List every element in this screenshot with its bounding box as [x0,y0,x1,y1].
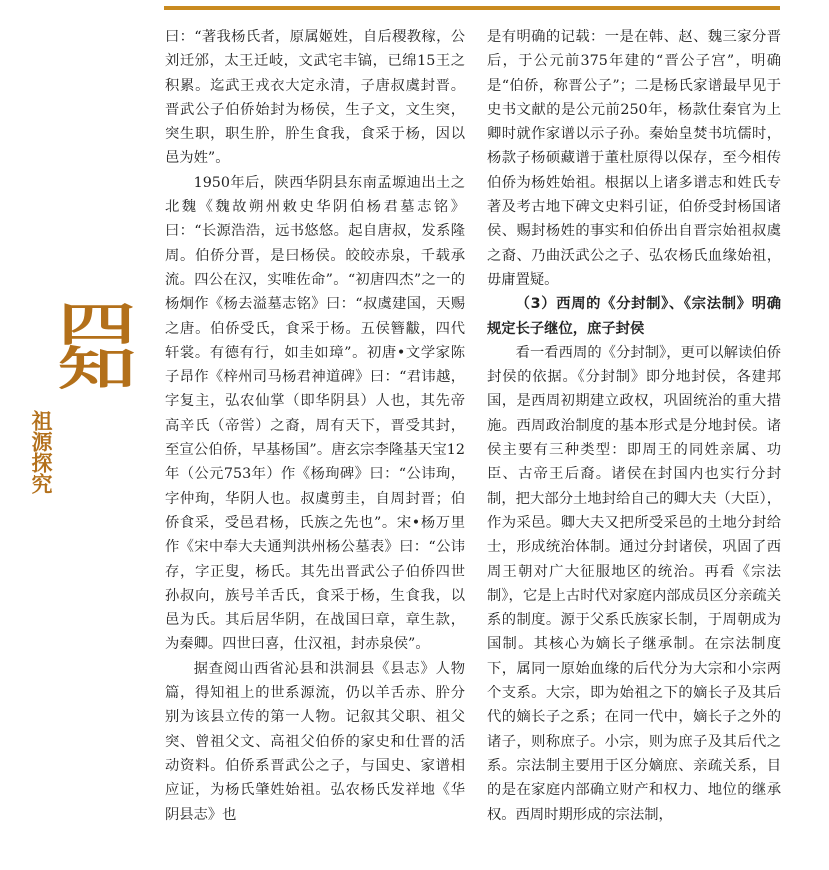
paragraph: 是有明确的记载：一是在韩、赵、魏三家分晋后，于公元前375年建的“晋公子宫”，明确是“伯侨，称晋公子”；二是杨氏家谱最早见于史书文献的是公元前250年，杨款仕秦官为上卿时就作家谱以示子孙。秦始皇焚书坑儒时，杨款子杨硕藏谱于董杜原得以保存，至今相传伯侨为杨姓始祖。根据以上诸多谱志和姓氏专著及考古地下碑文史料引证，伯侨受封杨国诸侯、赐封杨姓的事实和伯侨出自晋宗始祖叔虞之裔、乃曲沃武公之子、弘农杨氏血缘始祖，毋庸置疑。 [487,29,781,288]
top-rule [164,6,780,10]
section-heading: （3）西周的《分封制》、《宗法制》明确规定长子继位，庶子封侯 [487,296,781,337]
left-column [165,25,465,827]
section-subtitle: 祖源探究 [29,410,53,494]
paragraph: 曰：“著我杨氏者，原属姬姓，自后稷教稼，公刘迁邠，太王迁岐，文武宅丰镐，已绵15王之积累。迄武王戎衣大定永清，子唐叔虞封晋。晋武公子伯侨始封为杨侯，生子文，文生突，突生职，职生肸，肸生食我，食采于杨，因以邑为姓”。 [165,29,465,167]
section-title: 四知 [45,300,138,388]
section-emblem [0,300,138,530]
right-column [487,25,781,827]
paragraph: 看一看西周的《分封制》，更可以解读伯侨封侯的依据。《分封制》即分地封侯，各建邦国，是西周初期建立政权，巩固统治的重大措施。西周政治制度的基本形式是分地封侯。诸侯主要有三种类型：即周王的同姓亲属、功臣、古帝王后裔。诸侯在封国内也实行分封制，把大部分土地封给自己的卿大夫（大臣），作为采邑。卿大夫又把所受采邑的土地分封给士，形成统治体制。通过分封诸侯，巩固了西周王朝对广大征服地区的统治。再看《宗法制》，它是上古时代对家庭内部成员区分亲疏关系的制度。源于父系氏族家长制，于周朝成为国制。其核心为嫡长子继承制。在宗法制度下，属同一原始血缘的后代分为大宗和小宗两个支系。大宗，即为始祖之下的嫡长子及其后代的嫡长子之系；在同一代中，嫡长子之外的诸子，则称庶子。小宗，则为庶子及其后代之系。宗法制主要用于区分嫡庶、亲疏关系，目的是在家庭内部确立财产和权力、地位的继承权。西周时期形成的宗法制， [487,344,781,823]
paragraph: 1950年后，陕西华阴县东南孟塬迪出土之北魏《魏故朔州敕史华阴伯杨君墓志铭》曰：“长源浩浩，远书悠悠。起自唐叔，发系隆周。伯侨分晋，是曰杨侯。皎皎赤泉，千载承流。四公在汉，实唯佐命”。“初唐四杰”之一的杨炯作《杨去溢墓志铭》曰：“叔虞建国，天赐之唐。伯侨受氏，食采于杨。五侯簪黻，四代轩裳。有德有行，如圭如璋”。初唐•文学家陈子昂作《梓州司马杨君神道碑》曰：“君讳越，字复主，弘农仙掌（即华阴县）人也，其先帝高辛氏（帝喾）之裔，周有天下，晋受其封，至宣公伯侨，早基杨国”。唐玄宗李隆基天宝12年（公元753年）作《杨珣碑》曰：“公讳珣，字仲珣，华阴人也。叔虞剪圭，自周封晋；伯侨食采，受邑君杨，氏族之先也”。宋•杨万里作《宋中奉大夫通判洪州杨公墓表》曰：“公讳存，字正叟，杨氏。其先出晋武公子伯侨四世孙叔向，族号羊舌氏，食采于杨，生食我，以邑为氏。其后居华阴，在战国曰章，章生款，为秦卿。四世曰喜，仕汉祖，封赤泉侯”。 [165,174,465,653]
paragraph: 据查阅山西省沁县和洪洞县《县志》人物篇，得知祖上的世系源流，仍以羊舌赤、肸分别为该县立传的第一人物。记叙其父职、祖父突、曾祖父文、高祖父伯侨的家史和仕晋的活动资料。伯侨系晋武公之子，与国史、家谱相应证，为杨氏肇姓始祖。弘农杨氏发祥地《华阴县志》也 [165,660,465,823]
